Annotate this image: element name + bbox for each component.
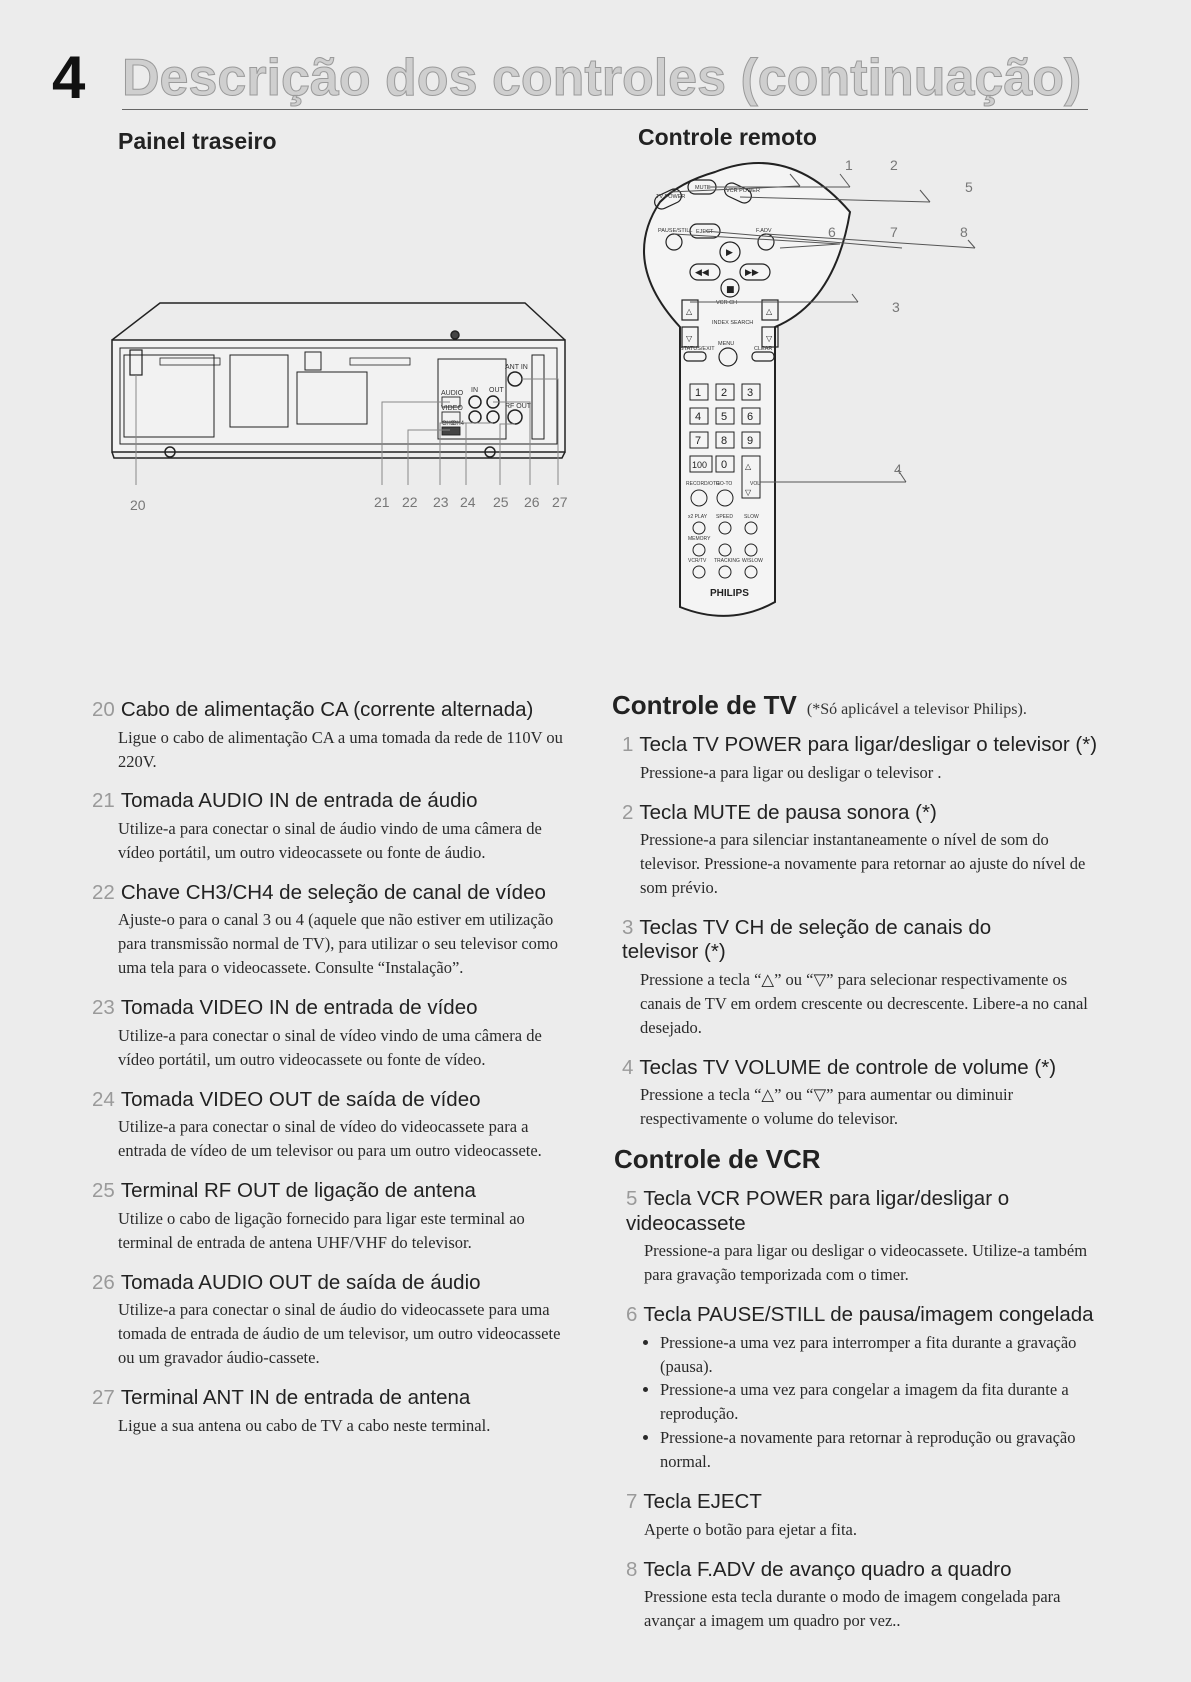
item-desc: Utilize-a para conectar o sinal de vídeo do videocassete para a entrada de vídeo de um televisor ou para um outro videocassete. <box>118 1117 542 1161</box>
callout-6: 6 <box>828 224 836 240</box>
rear-panel-figure <box>100 295 620 525</box>
btn-label-status: STATUS/EXIT <box>680 346 715 352</box>
bullet: • Pressione-a novamente para retornar à reprodução ou gravação normal. <box>660 1426 1094 1474</box>
btn-label-vol: VOL <box>750 481 761 487</box>
tv-ch-up-icon: △ <box>686 307 693 316</box>
item-desc: Utilize-a para conectar o sinal de vídeo vindo de uma câmera de vídeo portátil, um outro videocassete ou fonte de vídeo. <box>118 1025 542 1069</box>
btn-label-search: INDEX SEARCH <box>712 320 754 326</box>
btn-label-goto: GO-TO <box>716 481 733 487</box>
tv-ch-down-icon: ▽ <box>686 334 693 343</box>
btn-label-vcr-ch: VCR CH <box>716 300 738 306</box>
item-5: 5 Tecla VCR POWER para ligar/desligar o videocassete Pressione-a para ligar ou desligar o videocassete. Utilize-a também para gravação temporizada com o timer. <box>614 1187 1094 1287</box>
play-icon: ▶ <box>726 248 733 258</box>
item-desc: Ligue o cabo de alimentação CA a uma tomada da rede de 110V ou 220V. <box>118 727 563 771</box>
digit-4: 4 <box>695 411 702 423</box>
digit-6: 6 <box>747 411 754 423</box>
item-title: Tecla TV POWER para ligar/desligar o televisor (*) <box>639 733 1098 756</box>
item-desc: Pressione-a para ligar ou desligar o videocassete. Utilize-a também para gravação temporizada com o timer. <box>644 1241 1088 1285</box>
btn-label-vcr-power: VCR POWER <box>726 188 760 194</box>
section-number: 4 <box>52 44 86 111</box>
item-27: 27 Terminal ANT IN de entrada de antena Ligue a sua antena ou cabo de TV a cabo neste terminal. <box>92 1386 572 1438</box>
digit-5: 5 <box>721 411 728 423</box>
callout-24: 24 <box>460 494 476 510</box>
digit-9: 9 <box>747 435 754 447</box>
digit-7: 7 <box>695 435 702 447</box>
item-title: Tomada AUDIO IN de entrada de áudio <box>120 789 478 813</box>
callout-3: 3 <box>892 299 900 315</box>
label-video: VIDEO <box>441 405 463 412</box>
item-title: Tecla MUTE de pausa sonora (*) <box>639 800 937 824</box>
callout-2: 2 <box>890 157 898 173</box>
item-desc: Aperte o botão para ejetar a fita. <box>644 1519 858 1539</box>
item-desc: Pressione-a para ligar ou desligar o televisor . <box>640 762 942 782</box>
rewind-icon: ◀◀ <box>695 268 709 278</box>
item-1: 1 Tecla TV POWER para ligar/desligar o televisor (*) Pressione-a para ligar ou desligar o televisor . <box>612 733 1092 785</box>
btn-label-tracking: TRACKING <box>714 558 740 564</box>
item-22: 22 Chave CH3/CH4 de seleção de canal de vídeo Ajuste-o para o canal 3 ou 4 (aquele que não estiver em utilização para transmissão normal de TV), para utilizar o seu televisor como uma tela para o videocassete. Consulte “Instalação”. <box>92 881 572 980</box>
item-7: 7 Tecla EJECT Aperte o botão para ejetar a fita. <box>614 1490 1094 1542</box>
bullet: • Pressione-a uma vez para congelar a imagem da fita durante a reprodução. <box>660 1378 1094 1426</box>
digit-8: 8 <box>721 435 728 447</box>
item-desc: Pressione a tecla “△” ou “▽” para aumentar ou diminuir respectivamente o volume do televisor. <box>640 1085 1014 1129</box>
label-ant-in: ANT IN <box>505 364 528 371</box>
item-title: Tecla F.ADV de avanço quadro a quadro <box>643 1557 1012 1581</box>
callout-25: 25 <box>493 494 509 510</box>
label-out: OUT <box>489 387 504 394</box>
vcr-section-heading: Controle de VCR <box>614 1144 821 1174</box>
item-title: Tomada VIDEO IN de entrada de vídeo <box>120 996 478 1020</box>
remote-brand-logo: PHILIPS <box>710 588 749 599</box>
label-audio: AUDIO <box>441 390 464 397</box>
item-desc: Utilize-a para conectar o sinal de áudio vindo de uma câmera de vídeo portátil, um outro videocassete ou fonte de áudio. <box>118 819 542 862</box>
item-2: 2 Tecla MUTE de pausa sonora (*) Pressione-a para silenciar instantaneamente o nível de som do televisor. Pressione-a novamente para retornar ao ajuste do nível de som prévio. <box>612 801 1092 900</box>
item-title: Terminal RF OUT de ligação de antena <box>120 1179 476 1203</box>
page-title: Descrição dos controles (continuação) <box>122 50 1088 110</box>
item-bullets <box>626 1331 1094 1475</box>
digit-100: 100 <box>692 460 708 470</box>
item-desc: Ligue a sua antena ou cabo de TV a cabo neste terminal. <box>118 1415 491 1435</box>
btn-label-clear: CLEAR <box>754 346 773 352</box>
remote-figure <box>640 152 980 632</box>
digit-2: 2 <box>721 387 728 399</box>
label-ch3: CH3 <box>442 421 455 427</box>
tv-section-heading: Controle de TV (*Só aplicável a televisor Philips). <box>612 690 1027 720</box>
item-26: 26 Tomada AUDIO OUT de saída de áudio Utilize-a para conectar o sinal de áudio do videocassete para uma tomada de entrada de áudio de um televisor, um outro videocassete ou um gravador áudio-cassete. <box>92 1271 572 1370</box>
callout-23: 23 <box>433 494 449 510</box>
btn-label-eject: EJECT <box>696 229 714 235</box>
item-20: 20 Cabo de alimentação CA (corrente alternada) Ligue o cabo de alimentação CA a uma tomada da rede de 110V ou 220V. <box>92 698 572 773</box>
btn-label-mute: MUTE <box>695 185 711 191</box>
vol-up-icon: △ <box>745 462 752 471</box>
tv-control-section <box>612 690 1098 1147</box>
digit-3: 3 <box>747 387 754 399</box>
item-title: Tomada AUDIO OUT de saída de áudio <box>120 1270 481 1294</box>
remote-title: Controle remoto <box>638 124 817 150</box>
vcr-control-section <box>614 1144 1094 1649</box>
label-in: IN <box>471 387 478 394</box>
btn-label-fadv: F.ADV <box>756 228 772 234</box>
callout-1: 1 <box>845 157 853 173</box>
item-24: 24 Tomada VIDEO OUT de saída de vídeo Utilize-a para conectar o sinal de vídeo do videocassete para a entrada de vídeo de um televisor ou para um outro videocassete. <box>92 1088 572 1163</box>
item-4: 4 Teclas TV VOLUME de controle de volume (*) Pressione a tecla “△” ou “▽” para aumentar ou diminuir respectivamente o volume do televisor. <box>612 1056 1092 1131</box>
forward-icon: ▶▶ <box>745 268 759 278</box>
rear-panel-title: Painel traseiro <box>118 128 277 154</box>
btn-label-vcrtv: VCR/TV <box>688 558 707 564</box>
callout-26: 26 <box>524 494 540 510</box>
label-ch4: CH4 <box>452 421 465 427</box>
btn-label-wslow: W/SLOW <box>742 558 763 564</box>
callout-7: 7 <box>890 224 898 240</box>
item-3: 3 Teclas TV CH de seleção de canais do televisor (*) Pressione a tecla “△” ou “▽” para selecionar respectivamente os canais de TV em ordem crescente ou decrescente. Libere-a no canal desejado. <box>612 916 1092 1040</box>
btn-label-menu: MENU <box>718 341 735 347</box>
item-desc: Utilize-a para conectar o sinal de áudio do videocassete para uma tomada de entrada de áudio de um televisor, um outro videocassete ou um gravador áudio-cassete. <box>118 1300 561 1367</box>
item-desc: Pressione-a para silenciar instantaneamente o nível de som do televisor. Pressione-a novamente para retornar ao ajuste do nível de som prévio. <box>640 830 1086 897</box>
item-title: Cabo de alimentação CA (corrente alternada) <box>120 698 534 721</box>
btn-label-xplay: x2 PLAY <box>688 514 708 520</box>
callout-21: 21 <box>374 494 390 510</box>
item-23: 23 Tomada VIDEO IN de entrada de vídeo Utilize-a para conectar o sinal de vídeo vindo de uma câmera de vídeo portátil, um outro videocassete ou fonte de vídeo. <box>92 996 572 1071</box>
btn-label-record: RECORD/OTR <box>686 481 720 487</box>
item-desc: Pressione esta tecla durante o modo de imagem congelada para avançar a imagem um quadro por vez.. <box>644 1587 1061 1631</box>
item-title: Teclas TV VOLUME de controle de volume (*) <box>639 1055 1057 1079</box>
callout-27: 27 <box>552 494 568 510</box>
rear-panel-descriptions <box>92 698 572 1453</box>
digit-0: 0 <box>721 459 728 471</box>
item-title: Terminal ANT IN de entrada de antena <box>120 1385 471 1409</box>
item-8: 8 Tecla F.ADV de avanço quadro a quadro Pressione esta tecla durante o modo de imagem congelada para avançar a imagem um quadro por vez.. <box>614 1558 1094 1633</box>
item-title: Tomada VIDEO OUT de saída de vídeo <box>120 1087 481 1111</box>
callout-8: 8 <box>960 224 968 240</box>
bullet: • Pressione-a uma vez para interromper a fita durante a gravação (pausa). <box>660 1331 1094 1379</box>
digit-1: 1 <box>695 387 702 399</box>
label-rf-out: RF OUT <box>505 403 532 410</box>
btn-label-speed: SPEED <box>716 514 733 520</box>
btn-label-memory: MEMORY <box>688 536 711 542</box>
item-desc: Pressione a tecla “△” ou “▽” para selecionar respectivamente os canais de TV em ordem crescente ou decrescente. Libere-a no canal desejado. <box>640 970 1088 1037</box>
item-title: Teclas TV CH de seleção de canais do televisor (*) <box>622 915 992 964</box>
item-desc: Utilize o cabo de ligação fornecido para ligar este terminal ao terminal de entrada de antena UHF/VHF do televisor. <box>118 1208 525 1252</box>
callout-20: 20 <box>130 497 146 513</box>
item-6: 6 Tecla PAUSE/STILL de pausa/imagem congelada • Pressione-a uma vez para interromper a fita durante a gravação (pausa). • Pressione-a uma vez para congelar a imagem da fita durante a reprodução. • Pressione-a novamente para retornar à reprodução ou gravação normal. <box>614 1303 1094 1474</box>
btn-label-tv-power: TV POWER <box>656 194 686 200</box>
item-title: Tecla EJECT <box>643 1490 762 1514</box>
item-title: Tecla VCR POWER para ligar/desligar o videocassete <box>626 1187 1010 1235</box>
vcr-ch-up-icon: △ <box>766 307 773 316</box>
callout-4: 4 <box>894 461 902 477</box>
item-title: Chave CH3/CH4 de seleção de canal de vídeo <box>120 880 546 904</box>
vcr-ch-down-icon: ▽ <box>766 334 773 343</box>
item-21: 21 Tomada AUDIO IN de entrada de áudio Utilize-a para conectar o sinal de áudio vindo de uma câmera de vídeo portátil, um outro videocassete ou fonte de áudio. <box>92 789 572 864</box>
tv-section-note: (*Só aplicável a televisor Philips). <box>806 701 1027 718</box>
callout-5: 5 <box>965 179 973 195</box>
item-25: 25 Terminal RF OUT de ligação de antena Utilize o cabo de ligação fornecido para ligar este terminal ao terminal de entrada de antena UHF/VHF do televisor. <box>92 1179 572 1254</box>
callout-22: 22 <box>402 494 418 510</box>
vol-down-icon: ▽ <box>745 488 752 497</box>
btn-label-pause: PAUSE/STILL <box>658 228 693 234</box>
btn-label-slow: SLOW <box>744 514 759 520</box>
item-desc: Ajuste-o para o canal 3 ou 4 (aquele que não estiver em utilização para transmissão normal de TV), para utilizar o seu televisor como uma tela para o videocassete. Consulte “Instalação”. <box>118 910 559 978</box>
item-title: Tecla PAUSE/STILL de pausa/imagem congelada <box>643 1303 1094 1327</box>
stop-icon: ■ <box>726 285 735 295</box>
